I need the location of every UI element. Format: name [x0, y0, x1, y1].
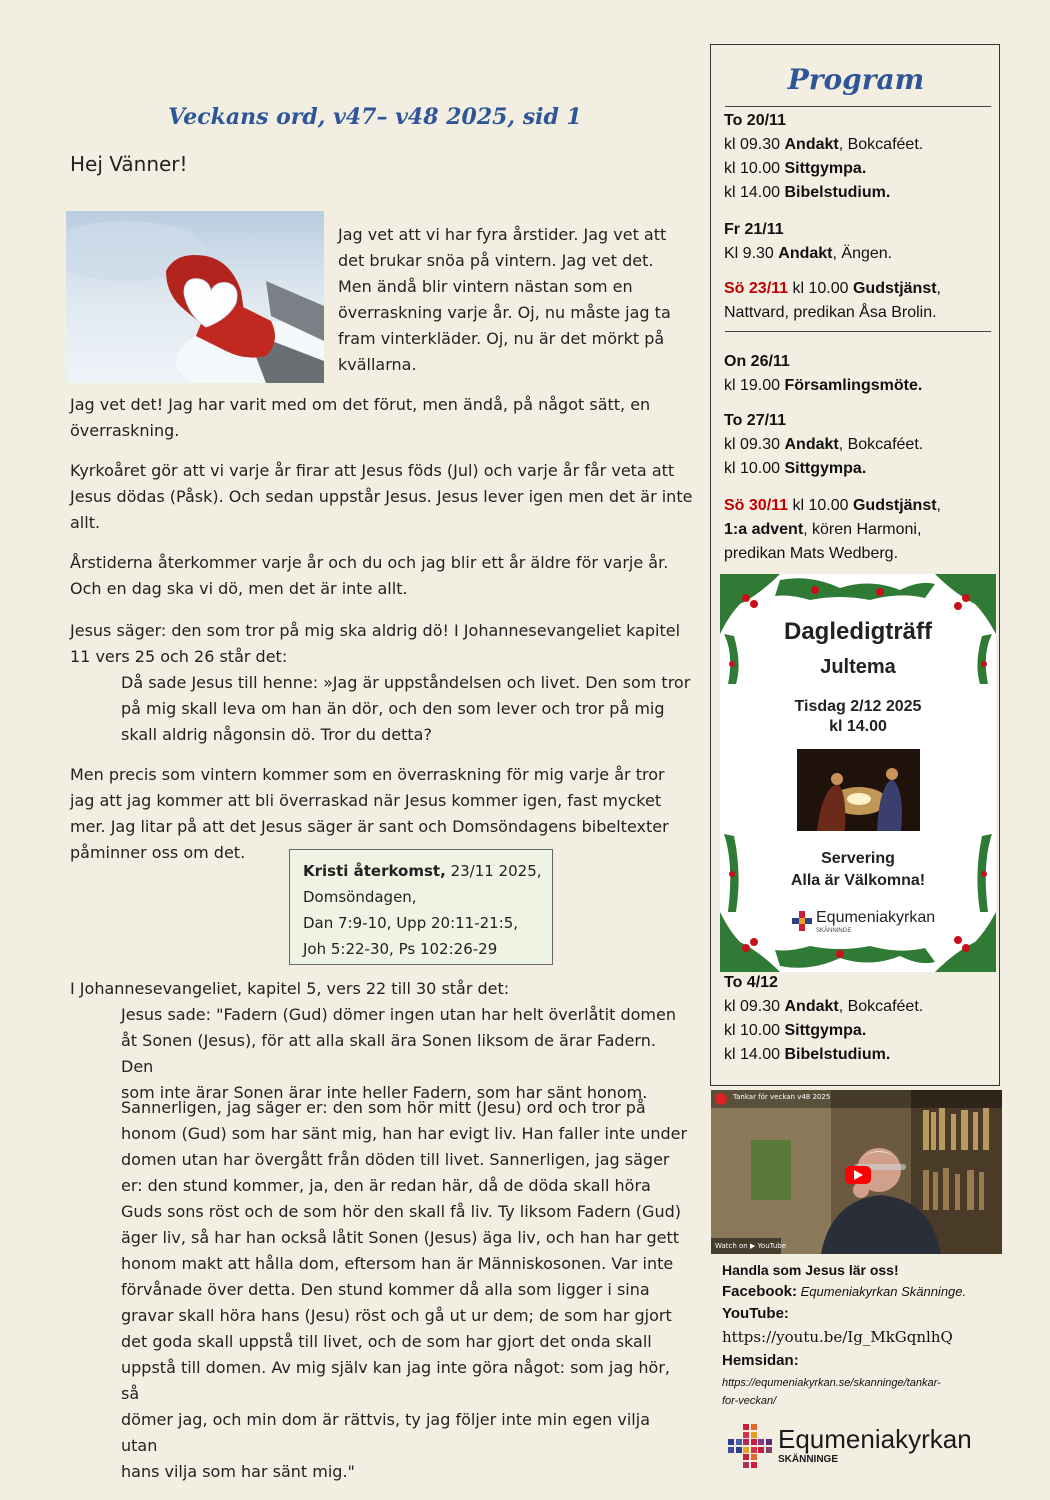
tagline: Handla som Jesus lär oss!	[722, 1262, 899, 1278]
youtube-video-thumbnail[interactable]	[711, 1090, 1002, 1254]
watch-on-youtube[interactable]: Watch on ▶ YouTube	[715, 1242, 787, 1250]
text-line: Jesus sade: "Fadern (Gud) dömer ingen utan har helt överlåtit domen	[121, 1005, 676, 1024]
text-line: honom makt att hålla dom, eftersom han är Människosonen. Var inte	[121, 1254, 674, 1273]
text-line: 11 vers 25 och 26 står det:	[70, 647, 288, 666]
program-entry-on-26-11: On 26/11 kl 19.00 Församlingsmöte.	[724, 353, 923, 394]
text-line: Jag vet det! Jag har varit med om det förut, men ändå, på något sätt, en	[70, 395, 651, 414]
program-entry-so-23-11: Sö 23/11 kl 10.00 Gudstjänst, Nattvard, predikan Åsa Brolin.	[724, 280, 941, 321]
text-line: fram vinterkläder. Oj, nu är det mörkt på	[338, 329, 665, 348]
scripture-reference-box	[289, 849, 553, 965]
text-line: påminner oss om det.	[70, 843, 246, 862]
youtube-link[interactable]: https://youtu.be/Ig_MkGqnlhQ	[722, 1328, 953, 1346]
facebook-line: Facebook: Equmeniakyrkan Skänninge.	[722, 1283, 967, 1300]
text-line: Sannerligen, jag säger er: den som hör mitt (Jesu) ord och tror på	[121, 1098, 646, 1117]
text-line: allt.	[70, 513, 101, 532]
equmeniakyrkan-logo: Equmeniakyrkan SKÄNNINGE	[728, 1424, 1018, 1472]
text-line: mer. Jag litar på att det Jesus säger är sant och Domsöndagens bibeltexter	[70, 817, 669, 836]
website-label: Hemsidan:	[722, 1352, 799, 1369]
divider	[725, 331, 991, 332]
reference-date: 23/11 2025,	[445, 862, 542, 880]
poster-line-serving: Servering	[821, 850, 895, 867]
greeting: Hej Vänner!	[70, 152, 188, 176]
text-line: på mig skall leva om han än dör, och den som lever och tror på mig	[121, 699, 665, 718]
text-line: honom (Gud) som har sänt mig, han har evigt liv. Han faller inte under	[121, 1124, 688, 1143]
poster-date: Tisdag 2/12 2025	[794, 698, 922, 715]
paragraph	[70, 458, 695, 536]
text-line: skall aldrig någonsin dö. Tror du detta?	[121, 725, 432, 744]
text-line: Årstiderna återkommer varje år och du och jag blir ett år äldre för varje år.	[70, 553, 669, 572]
text-line: Och en dag ska vi dö, men det är inte allt.	[70, 579, 408, 598]
text-line: domen utan har övergått från döden till livet. Sannerligen, jag säger	[121, 1150, 670, 1169]
bible-quote	[121, 1095, 691, 1485]
mittens-snow-heart-image	[66, 211, 324, 383]
facebook-page[interactable]: Equmeniakyrkan Skänninge.	[797, 1284, 967, 1299]
divider	[725, 106, 991, 107]
poster-time: kl 14.00	[829, 718, 887, 735]
text-line: kvällarna.	[338, 355, 417, 374]
youtube-label: YouTube:	[722, 1305, 789, 1322]
text-line: er: den stund kommer, ja, den är redan här, då de döda skall höra	[121, 1176, 651, 1195]
poster-title: Dagledigträff	[783, 618, 932, 645]
program-entry-fr-21-11: Fr 21/11 Kl 9.30 Andakt, Ängen.	[724, 221, 893, 262]
website-link[interactable]: https://equmeniakyrkan.se/skanninge/tankar- for-veckan/	[722, 1377, 941, 1407]
text-line: äger liv, så har han också låtit Sonen (Jesus) äga liv, och han har gett	[121, 1228, 680, 1247]
poster-line-welcome: Alla är Välkomna!	[790, 872, 926, 889]
text-line: som inte ärar Sonen ärar inte heller Fadern, som har sänt honom.	[121, 1083, 648, 1102]
text-line: Då sade Jesus till henne: »Jag är uppståndelsen och livet. Den som tror	[121, 673, 691, 692]
program-entry-so-30-11: Sö 30/11 kl 10.00 Gudstjänst, 1:a advent, kören Harmoni, predikan Mats Wedberg.	[724, 497, 941, 562]
text-line: uppstå till domen. Av mig själv kan jag inte göra något: som jag hör, så	[121, 1358, 670, 1403]
reference-line: Domsöndagen,	[303, 888, 417, 906]
text-line: Men precis som vintern kommer som en överraskning för mig varje år tror	[70, 765, 665, 784]
paragraph: I Johannesevangeliet, kapitel 5, vers 22 till 30 står det:	[70, 979, 510, 998]
text-line: åt Sonen (Jesus), för att alla skall ära Sonen liksom de ärar Fadern. Den	[121, 1031, 656, 1076]
text-line: överraskning.	[70, 421, 180, 440]
text-line: jag att jag kommer att bli överraskad när Jesus kommer igen, fast mycket	[70, 791, 662, 810]
reference-line: Dan 7:9-10, Upp 20:11-21:5,	[303, 914, 519, 932]
program-title: Program	[787, 63, 925, 96]
page-title: Veckans ord, v47– v48 2025, sid 1	[168, 104, 582, 130]
text-line: Jag vet att vi har fyra årstider. Jag vet att	[338, 225, 667, 244]
text-line: Jesus dödas (Påsk). Och sedan uppstår Jesus. Jesus lever igen men det är inte	[70, 487, 693, 506]
paragraph	[70, 550, 695, 602]
bible-quote	[121, 1002, 691, 1106]
program-panel	[710, 44, 1000, 1086]
poster-subtitle: Jultema	[820, 656, 896, 678]
text-line: gravar skall höra hans (Jesu) röst och gå ut ur dem; de som har gjort	[121, 1306, 672, 1325]
video-title: Tankar för veckan v48 2025	[733, 1093, 831, 1101]
cross-logo-icon	[792, 911, 812, 931]
text-line: det goda skall uppstå till livet, och de som har gjort det onda skall	[121, 1332, 652, 1351]
paragraph	[70, 618, 695, 670]
text-line: det brukar snöa på vintern. Jag vet det.	[338, 251, 654, 270]
text-line: hans vilja som har sänt mig."	[121, 1462, 355, 1481]
program-entry-to-4-12: To 4/12 kl 09.30 Andakt, Bokcaféet. kl 10.00 Sittgympa. kl 14.00 Bibelstudium.	[724, 974, 924, 1063]
nativity-scene-image	[797, 749, 920, 831]
text-line: Men ändå blir vintern nästan som en	[338, 277, 633, 296]
program-entry-to-27-11: To 27/11 kl 09.30 Andakt, Bokcaféet. kl 10.00 Sittgympa.	[724, 412, 924, 477]
poster-logo: Equmeniakyrkan SKÄNNINGE	[792, 909, 952, 937]
text-line: Jesus säger: den som tror på mig ska aldrig dö! I Johannesevangeliet kapitel	[70, 621, 681, 640]
text-line: dömer jag, och min dom är rättvis, ty jag följer inte min egen vilja utan	[121, 1410, 650, 1455]
reference-line: Joh 5:22-30, Ps 102:26-29	[303, 940, 498, 958]
text-line: Guds sons röst och de som hör den skall få liv. Ty liksom Fadern (Gud)	[121, 1202, 681, 1221]
reference-heading: Kristi återkomst,	[303, 862, 446, 880]
paragraph	[70, 392, 695, 444]
text-line: Kyrkoåret gör att vi varje år firar att Jesus föds (Jul) och varje år får veta att	[70, 461, 675, 480]
intro-paragraph	[338, 222, 678, 378]
program-entry-to-20-11: To 20/11 kl 09.30 Andakt, Bokcaféet. kl 10.00 Sittgympa. kl 14.00 Bibelstudium.	[724, 112, 924, 201]
bible-quote	[121, 670, 691, 748]
text-line: överraskning varje år. Oj, nu måste jag ta	[338, 303, 671, 322]
dagledigtraff-poster	[720, 574, 996, 972]
text-line: förvånade över detta. Den stund kommer då alla som ligger i sina	[121, 1280, 650, 1299]
cross-logo-icon	[728, 1424, 772, 1468]
